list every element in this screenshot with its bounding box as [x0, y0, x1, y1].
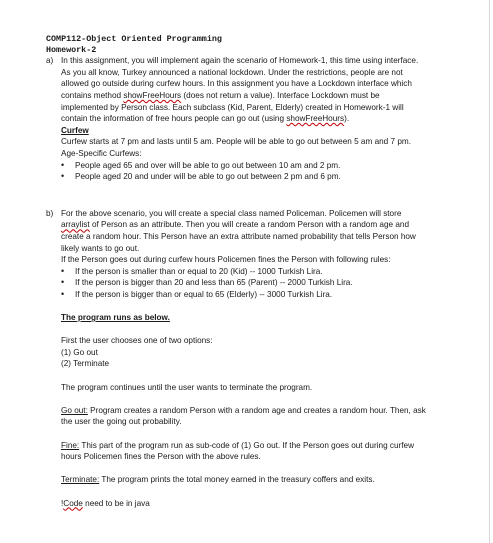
list-item: • If the person is bigger than or equal to 65 (Elderly) -- 3000 Turkish Lira.	[46, 289, 426, 301]
page-edge-line	[489, 0, 490, 543]
course-title: COMP112-Object Oriented Programming	[46, 34, 222, 44]
list-item: • People aged 20 and under will be able to go out between 2 pm and 6 pm.	[46, 171, 426, 183]
program-heading: The program runs as below.	[61, 313, 170, 323]
fine-label: Fine:	[61, 440, 80, 450]
option-terminate: (2) Terminate	[61, 359, 110, 369]
part-b-intro: For the above scenario, you will create a special class named Policeman. Policemen will store arraylist of Person as an attribute. Then you will create a random Person with a random age and create a random hour. This Person have an extra attribute named probability that tells Person how likely wants to go out.	[61, 208, 416, 253]
option-go-out: (1) Go out	[61, 347, 98, 357]
part-a-intro: In this assignment, you will implement again the scenario of Homework-1, this time using interface. As you all know, Turkey announced a national lockdown. Under the restrictions, people are not allowed go outside during curfew hours. In this assignment you have a Lockdown interface which contains method showFreeHours (does not return a value). Interface Lockdown must be implemented by Person class. Each subclass (Kid, Parent, Elderly) created in Homework-1 will contain the information of free hours people can go out (using showFreeHours).	[61, 56, 419, 124]
homework-title: Homework-2	[46, 44, 97, 55]
curfew-text: Curfew starts at 7 pm and lasts until 5 am. People will be able to go out between 5 am and 7 pm.	[61, 137, 411, 147]
part-a-label: a)	[46, 56, 54, 66]
age-rules-list	[46, 160, 426, 183]
go-out-label: Go out:	[61, 405, 88, 415]
arraylist-word: arraylist	[61, 220, 90, 230]
go-out-description: Go out: Program creates a random Person with a random age and creates a random hour. Then, ask the user the going out probability.	[61, 405, 426, 427]
method-name: showFreeHours	[123, 90, 182, 100]
code-note: !Code need to be in java	[61, 498, 150, 508]
options-intro: First the user chooses one of two options:	[61, 336, 213, 346]
part-b-label: b)	[46, 208, 54, 218]
fine-description: Fine: This part of the program run as sub-code of (1) Go out. If the Person goes out during curfew hours Policemen fines the Person with the above rules.	[61, 440, 415, 462]
curfew-heading: Curfew	[61, 125, 89, 135]
terminate-description: Terminate: The program prints the total money earned in the treasury coffers and exits.	[61, 475, 375, 485]
terminate-label: Terminate:	[61, 475, 100, 485]
continue-text: The program continues until the user wants to terminate the program.	[61, 382, 313, 392]
method-name-2: showFreeHours	[286, 114, 345, 124]
program-description	[46, 300, 426, 509]
document-body	[46, 34, 426, 509]
list-item: • People aged 65 and over will be able to go out between 10 am and 2 pm.	[46, 160, 426, 172]
list-item: • If the person is smaller than or equal to 20 (Kid) -- 1000 Turkish Lira.	[46, 266, 426, 278]
list-item: • If the person is bigger than 20 and less than 65 (Parent) -- 2000 Turkish Lira.	[46, 277, 426, 289]
fine-intro: If the Person goes out during curfew hours Policemen fines the Person with following rules:	[61, 255, 391, 265]
fine-rules-list	[46, 266, 426, 301]
part-a	[46, 55, 426, 159]
part-b	[46, 208, 426, 266]
age-specific-heading: Age-Specific Curfews:	[61, 148, 142, 158]
